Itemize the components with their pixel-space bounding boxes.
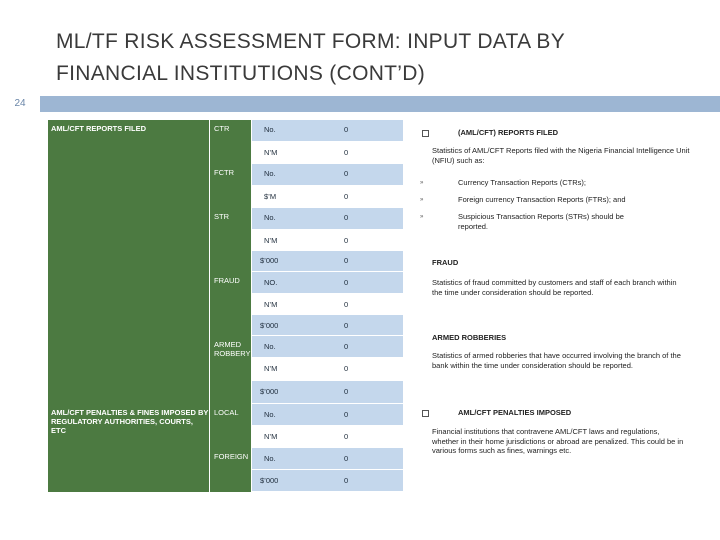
value-cell: 0 [344,432,349,441]
table-row [252,164,403,186]
value-cell: 0 [344,387,349,396]
table-row [252,336,403,358]
table-row [252,251,403,272]
section-penalties-cell [48,404,210,492]
unit-cell: No. [264,213,276,222]
table-row [252,142,403,164]
value-cell: 0 [344,256,349,265]
unit-cell: No. [264,342,276,351]
group-fctr-cell [210,164,252,208]
table-row [252,448,403,470]
section-reports-label: AML/CFT REPORTS FILED [51,124,146,133]
table-row [252,404,403,426]
unit-cell: $’000 [260,476,279,485]
table-row [252,230,403,251]
unit-cell: NO. [264,278,278,287]
notes-heading-text: AML/CFT PENALTIES IMPOSED [458,408,572,417]
page-number: 24 [0,96,40,112]
value-cell: 0 [344,278,349,287]
table-row [252,186,403,208]
page-title [56,26,696,90]
value-cell: 0 [344,236,349,245]
notes-heading-armed-robberies: ARMED ROBBERIES [432,333,507,342]
value-cell: 0 [344,321,349,330]
unit-cell: $’000 [260,321,279,330]
section-penalties-label: AML/CFT PENALTIES & FINES IMPOSED BY REGULATORY AUTHORITIES, COURTS, ETC [51,408,209,435]
group-local-label: LOCAL [214,408,239,417]
arrow-bullet-icon: » [420,197,424,203]
group-foreign-label: FOREIGN [214,452,249,461]
group-ctr-label: CTR [214,124,230,133]
list-item-text: Currency Transaction Reports (CTRs); [458,178,586,187]
group-foreign-cell [210,448,252,492]
unit-cell: No. [264,410,276,419]
unit-cell: $’000 [260,387,279,396]
arrow-bullet-icon: » [420,214,424,220]
value-cell: 0 [344,364,349,373]
unit-cell: $’000 [260,256,279,265]
group-ctr-cell [210,120,252,164]
unit-cell: N’M [264,432,278,441]
group-local-cell [210,404,252,448]
group-str-cell [210,208,252,272]
arrow-bullet-icon: » [420,180,424,186]
table-row [252,120,403,142]
table-row [252,381,403,404]
unit-cell: N’M [264,300,278,309]
square-bullet-icon [422,410,429,417]
table-row [252,272,403,294]
table-row [252,294,403,315]
title-line-2: FINANCIAL INSTITUTIONS (CONT’D) [56,62,426,85]
unit-cell: N’M [264,364,278,373]
table-row [252,470,403,492]
square-bullet-icon [422,130,429,137]
list-item-text: Foreign currency Transaction Reports (FTRs); and [458,195,626,204]
title-line-1: ML/TF RISK ASSESSMENT FORM: INPUT DATA BY [56,30,565,53]
unit-cell: No. [264,169,276,178]
table-row [252,426,403,448]
notes-heading-text: (AML/CFT) REPORTS FILED [458,128,558,137]
value-cell: 0 [344,300,349,309]
group-fctr-label: FCTR [214,168,234,177]
notes-paragraph: Statistics of armed robberies that have occurred involving the branch of the bank within the time under consideration should be reported. [432,351,681,370]
value-cell: 0 [344,454,349,463]
notes-paragraph: Statistics of AML/CFT Reports filed with the Nigeria Financial Intelligence Unit (NFIU) such as: [432,146,690,165]
unit-cell: N’M [264,148,278,157]
unit-cell: $’M [264,192,277,201]
table-row [252,315,403,336]
notes-paragraph: Statistics of fraud committed by customers and staff of each branch within the time under consideration should be reported. [432,278,677,297]
table-row [252,358,403,381]
group-fraud-cell [210,272,252,336]
value-cell: 0 [344,169,349,178]
value-cell: 0 [344,125,349,134]
unit-cell: No. [264,454,276,463]
unit-cell: N’M [264,236,278,245]
notes-paragraph: Financial institutions that contravene AML/CFT laws and regulations, whether in their home jurisdictions or abroad are penalized. This could be in various forms such as fines, warnings etc. [432,427,684,455]
value-cell: 0 [344,342,349,351]
value-cell: 0 [344,213,349,222]
group-armed-robbery-label: ARMED ROBBERY [214,340,251,358]
value-cell: 0 [344,148,349,157]
unit-cell: No. [264,125,276,134]
list-item-text: Suspicious Transaction Reports (STRs) should be reported. [458,212,624,231]
input-data-table [48,120,403,492]
group-armed-robbery-cell [210,336,252,404]
value-cell: 0 [344,410,349,419]
table-row [252,208,403,230]
value-cell: 0 [344,192,349,201]
value-cell: 0 [344,476,349,485]
group-str-label: STR [214,212,229,221]
section-reports-cell [48,120,210,404]
group-fraud-label: FRAUD [214,276,240,285]
accent-bar [0,96,720,112]
notes-heading-fraud: FRAUD [432,258,459,267]
